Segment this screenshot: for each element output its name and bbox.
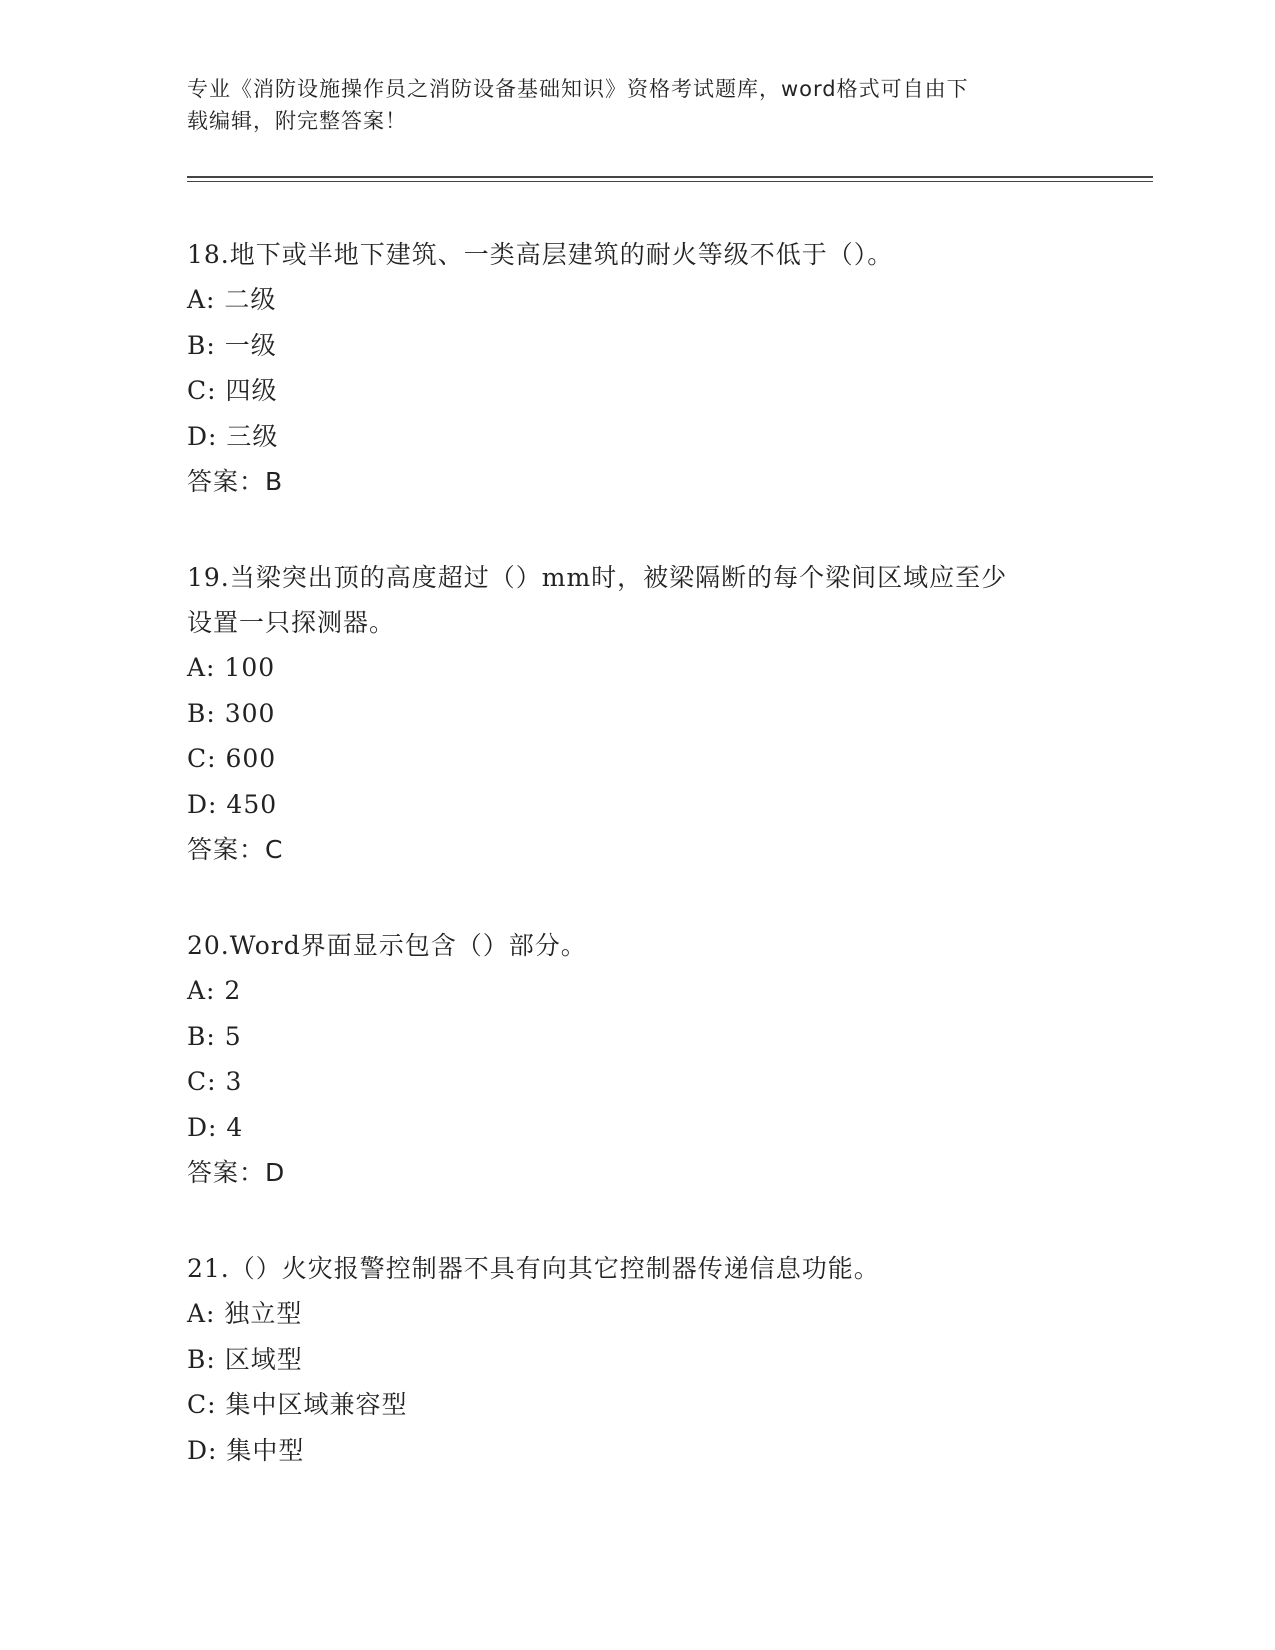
question-stem: 21.（）火灾报警控制器不具有向其它控制器传递信息功能。 [187, 1254, 880, 1283]
header-divider-thick [187, 176, 1153, 178]
option-a: A: 二级 [187, 285, 277, 314]
header-divider-thin [187, 181, 1153, 182]
option-a: A: 100 [187, 653, 276, 682]
option-b: B: 区域型 [187, 1344, 303, 1374]
question-stem: 20.Word界面显示包含（）部分。 [187, 931, 587, 960]
question-stem: 18.地下或半地下建筑、一类高层建筑的耐火等级不低于（）。 [187, 240, 894, 269]
option-c: C: 四级 [187, 376, 278, 405]
question-stem-line-2: 设置一只探测器。 [187, 608, 396, 637]
option-d: D: 集中型 [187, 1435, 305, 1465]
option-c: C: 集中区域兼容型 [187, 1390, 408, 1419]
question-20 [187, 923, 1087, 1196]
question-21 [187, 1246, 1087, 1473]
option-c: C: 3 [187, 1067, 243, 1096]
header-line-2: 载编辑，附完整答案！ [187, 109, 407, 133]
document-header [187, 73, 1067, 137]
option-b: B: 一级 [187, 330, 277, 360]
header-line-1: 专业《消防设施操作员之消防设备基础知识》资格考试题库，word格式可自由下 [187, 77, 969, 101]
question-list [187, 232, 1087, 1523]
answer-line: 答案：B [187, 467, 284, 496]
question-19 [187, 555, 1087, 873]
question-stem-line-1: 19.当梁突出顶的高度超过（）mm时，被梁隔断的每个梁间区域应至少 [187, 563, 1008, 592]
option-d: D: 4 [187, 1112, 244, 1142]
option-a: A: 独立型 [187, 1299, 303, 1328]
option-b: B: 300 [187, 698, 276, 728]
option-d: D: 450 [187, 789, 278, 819]
option-a: A: 2 [187, 976, 242, 1005]
question-18 [187, 232, 1087, 505]
answer-line: 答案：C [187, 835, 284, 864]
option-d: D: 三级 [187, 421, 279, 451]
answer-line: 答案：D [187, 1158, 286, 1187]
option-c: C: 600 [187, 744, 277, 773]
option-b: B: 5 [187, 1021, 242, 1051]
